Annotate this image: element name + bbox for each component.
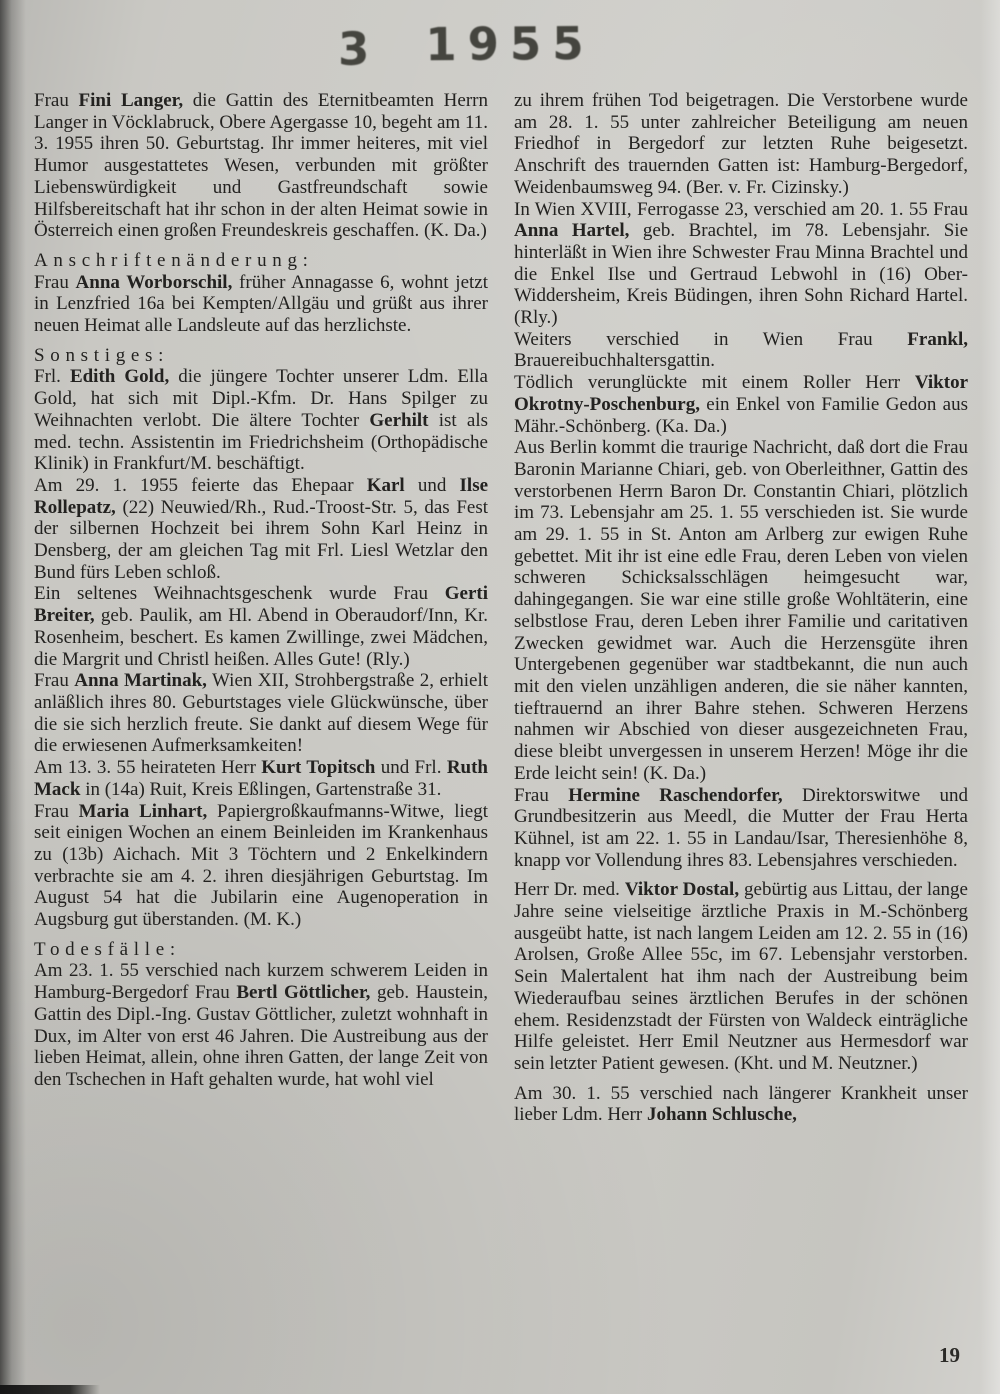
- body-text: Frl.: [34, 366, 70, 388]
- body-text: die jüngere Tochter unserer Ldm. Ella Gold, hat sich mit Dipl.-Kfm. Dr. Hans Spilger zu Weihnachten verlobt. Die ältere Tochter: [34, 366, 488, 431]
- paragraph: [514, 199, 968, 329]
- person-name: Johann Schlusche,: [646, 1104, 797, 1126]
- text-columns: [34, 90, 968, 1126]
- body-text: in (14a) Ruit, Kreis Eßlingen, Gartenstraße 31.: [80, 778, 442, 800]
- body-text: und: [404, 474, 460, 496]
- paragraph: [34, 366, 488, 475]
- body-text: Frau: [34, 800, 79, 822]
- body-text: ist als med. techn. Assistentin im Friedrichsheim (Orthopädische Klinik) in Frankfurt/M. beschäftigt.: [34, 409, 488, 475]
- person-name: Hermine Raschendorfer,: [568, 784, 783, 806]
- person-name: Karl: [366, 474, 405, 496]
- paragraph: [514, 879, 968, 1074]
- body-text: Tödlich verunglückte mit einem Roller Herr: [514, 372, 915, 394]
- person-name: Anna Worborschil,: [75, 271, 233, 293]
- body-text: früher Annagasse 6, wohnt jetzt in Lenzfried 16a bei Kempten/Allgäu und grüßt aus ihrer neuen Heimat alle Landsleute auf das herzlichste.: [34, 271, 488, 337]
- body-text: Frau: [514, 784, 569, 806]
- person-name: Gerhilt: [369, 409, 429, 431]
- paragraph: [514, 90, 968, 199]
- column-right: [514, 90, 968, 1126]
- paragraph: [514, 1083, 968, 1126]
- body-text: Frau: [34, 90, 79, 111]
- paragraph: [514, 372, 968, 437]
- scan-edge-highlight-icon: [980, 0, 1000, 1394]
- column-left: [34, 90, 488, 1126]
- body-text: und Frl.: [375, 757, 447, 779]
- person-name: Ruth Mack: [34, 757, 488, 800]
- body-text: Am 23. 1. 55 verschied nach kurzem schwerem Leiden in Hamburg-Bergedorf Frau: [34, 960, 488, 1004]
- body-text: Frau: [34, 670, 75, 692]
- body-text: Papiergroßkaufmanns-Witwe, liegt seit einigen Wochen an einem Beinleiden im Krankenhaus zu (13b) Aichach. Mit 3 Töchtern und 2 Enkelkindern verbrachte sie am 4. 2. ihren diesjährigen Geburtstag. Im August 54 hat die Jubilarin eine Augenoperation in Augsburg gut überstanden. (M. K.): [34, 800, 489, 931]
- scan-gutter-shadow-icon: [0, 0, 26, 1394]
- paragraph: [34, 670, 488, 757]
- person-name: Viktor Okrotny-Poschenburg,: [514, 372, 968, 415]
- body-text: Wien XII, Strohbergstraße 2, erhielt anläßlich ihres 80. Geburtstages viele Glückwünsche, über die sie sich herzlich freute. Sie dankt auf diesem Wege für die erwiesenen Aufmerksamkeiten!: [34, 670, 489, 757]
- person-name: Maria Linhart,: [78, 800, 208, 822]
- paragraph: [34, 90, 488, 242]
- body-text: die Gattin des Eternitbeamten Herrn Langer in Vöcklabruck, Obere Agergasse 10, begeht am 11. 3. 1955 ihren 50. Geburtstag. Ihr immer heiteres, mit viel Humor ausgestattetes Wesen, verbunden mit größter Liebenswürdigkeit und Gastfreundschaft sowie Hilfsbereitschaft hat ihr schon in der alten Heimat sowie in Österreich einen großen Freundeskreis geschaffen. (K. Da.): [34, 90, 488, 242]
- body-text: Am 29. 1. 1955 feierte das Ehepaar: [34, 474, 367, 496]
- body-text: In Wien XVIII, Ferrogasse 23, verschied am 20. 1. 55 Frau: [514, 198, 968, 220]
- body-text: zu ihrem frühen Tod beigetragen. Die Verstorbene wurde am 28. 1. 55 unter zahlreicher Beteiligung am neuen Friedhof in Bergedorf zur letzten Ruhe beigesetzt. Anschrift des trauernden Gatten ist: Hamburg-Bergedorf, Weidenbaumsweg 94. (Ber. v. Fr. Cizinsky.): [514, 90, 968, 198]
- person-name: Fini Langer,: [78, 90, 184, 111]
- body-text: Herr Dr. med.: [514, 879, 625, 901]
- section-heading: Todesfälle:: [34, 938, 181, 960]
- person-name: Viktor Dostal,: [624, 879, 740, 901]
- body-text: Aus Berlin kommt die traurige Nachricht, daß dort die Frau Baronin Marianne Chiari, geb. von Oberleithner, Gattin des verstorbenen Herrn Baron Dr. Constantin Chiari, plötzlich im 73. Lebensjahr am 25. 1. 55 verschieden ist. Sie wurde am 29. 1. 55 in St. Anton am Arlberg zur ewigen Ruhe gebettet. Mit ihr ist eine edle Frau, deren Leben von vielen schweren Schicksalsschlägen heimgesucht war, dahingegangen. Sie war eine stille große Wohltäterin, eine selbstlose Frau, deren Leben ihrer Familie und caritativen Zwecken gewidmet war. Auch die Herzensgüte ihren Untergebenen gegenüber war stadtbekannt, die nun auch mit den vielen unzähligen anderen, die sie näher kannten, tieftrauernd an ihrer Bahre stehen. Schweren Herzens nahmen wir Abschied von dieser ausgezeichneten Frau, diese bleibt unvergessen in unserem Herzen! Möge ihr die Erde leicht sein! (K. Da.): [514, 437, 968, 784]
- paragraph: [34, 757, 488, 800]
- year-stamp: 1955: [425, 17, 595, 72]
- person-name: Gerti Breiter,: [34, 583, 488, 627]
- person-name: Ilse Rollepatz,: [34, 474, 489, 518]
- paragraph: [34, 475, 488, 584]
- person-name: Anna Hartel,: [514, 220, 630, 242]
- person-name: Frankl,: [907, 328, 968, 350]
- page-number: 19: [939, 1343, 960, 1367]
- date-stamp: [337, 17, 595, 76]
- body-text: (22) Neuwied/Rh., Rud.-Troost-Str. 5, das Fest der silbernen Hochzeit bei ihrem Sohn Karl Heinz in Densberg, der am gleichen Tag mit Frl. Liesl Wetzlar den Bund fürs Leben schloß.: [34, 496, 488, 583]
- body-text: geb. Paulik, am Hl. Abend in Oberaudorf/Inn, Kr. Rosenheim, beschert. Es kamen Zwillinge, zwei Mädchen, die Margrit und Christl heißen. Alles Gute! (Rly.): [34, 605, 488, 670]
- body-text: Direktorswitwe und Grundbesitzerin aus Meedl, die Mutter der Frau Herta Kühnel, ist am 22. 1. 55 in Landau/Isar, Theresienhöhe 8, knapp vor Vollendung ihres 83. Lebensjahres verschieden.: [514, 784, 968, 871]
- paragraph: [34, 583, 488, 670]
- issue-number-stamp: 3: [337, 22, 370, 76]
- body-text: Brauereibuchhaltersgattin.: [514, 350, 716, 372]
- body-text: geb. Brachtel, im 78. Lebensjahr. Sie hinterläßt in Wien ihre Schwester Frau Minna Brachtel und die Enkel Ilse und Gertraud Lebwohl in (16) Ober-Widdersheim, Kreis Büdingen, ihren Sohn Richard Hartel. (Rly.): [514, 220, 969, 329]
- paragraph: [514, 785, 968, 872]
- scan-corner-mark-icon: [0, 1385, 100, 1394]
- body-text: Ein seltenes Weihnachtsgeschenk wurde Frau: [34, 583, 445, 605]
- person-name: Kurt Topitsch: [261, 757, 376, 779]
- body-text: ein Enkel von Familie Gedon aus Mähr.-Schönberg. (Ka. Da.): [514, 393, 968, 437]
- body-text: gebürtig aus Littau, der lange Jahre seine vielseitige ärztliche Praxis in M.-Schönberg ausgeübt hatte, ist nach langem Leiden am 12. 2. 55 in (16) Arolsen, Große Allee 55c, im 67. Lebensjahr verstorben. Sein Malertalent hat ihm nach der Austreibung beim Wiederaufbau seines ärztlichen Berufes in der schönen ehem. Residenzstadt der Fürsten von Waldeck einträgliche Hilfe geleistet. Herr Emil Neutzner aus Hermesdorf war sein letzter Patient gewesen. (Kht. und M. Neutzner.): [514, 879, 968, 1074]
- paragraph: [514, 329, 968, 372]
- person-name: Anna Martinak,: [74, 670, 207, 692]
- section-heading: Sonstiges:: [34, 344, 170, 366]
- body-text: Am 13. 3. 55 heirateten Herr: [34, 757, 262, 779]
- person-name: Bertl Göttlicher,: [236, 982, 371, 1004]
- body-text: Weiters verschied in Wien Frau: [514, 328, 908, 350]
- section-heading: Anschriftenänderung:: [34, 249, 314, 271]
- person-name: Edith Gold,: [69, 366, 170, 388]
- paragraph: [34, 801, 488, 931]
- paragraph: [514, 437, 968, 784]
- paragraph: [34, 960, 488, 1090]
- body-text: geb. Haustein, Gattin des Dipl.-Ing. Gustav Göttlicher, zuletzt wohnhaft in Dux, im Alter von erst 46 Jahren. Die Austreibung aus der lieben Heimat, allein, ohne ihren Gatten, der lange Zeit von den Tschechen in Haft gehalten wurde, hat wohl viel: [34, 982, 488, 1090]
- body-text: Am 30. 1. 55 verschied nach längerer Krankheit unser lieber Ldm. Herr: [514, 1082, 968, 1126]
- body-text: Frau: [34, 271, 76, 293]
- paragraph: [34, 272, 488, 337]
